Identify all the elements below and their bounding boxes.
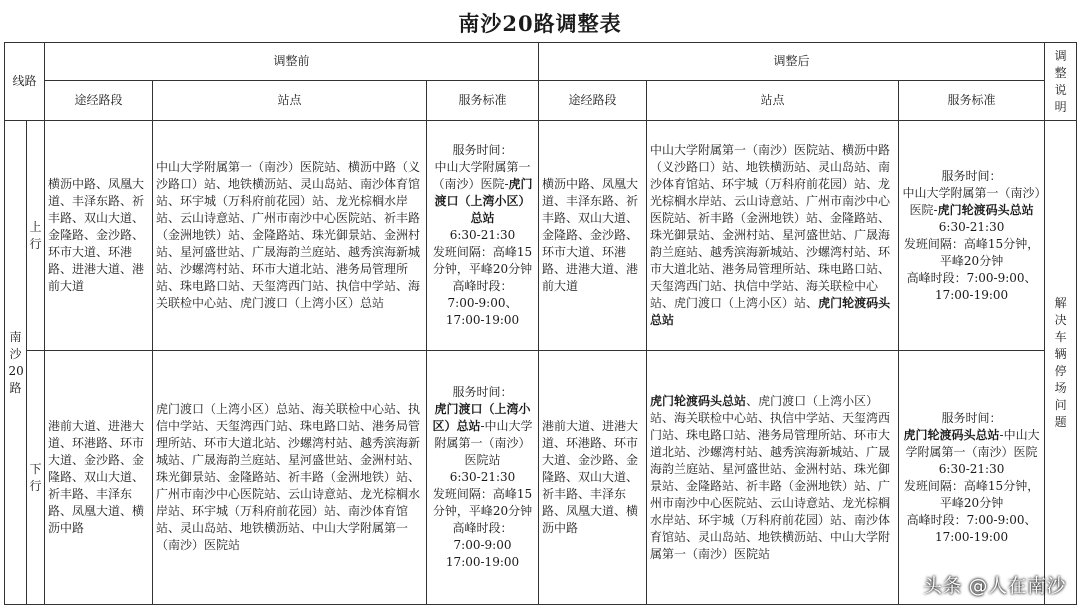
header-before: 调整前 (45, 43, 539, 81)
header-note-text: 调整说明 (1054, 48, 1067, 114)
service-time-label: 服务时间： (452, 385, 513, 399)
service-interval: 发班间隔：高峰15分钟，平峰20分钟 (903, 478, 1040, 510)
down-after-terminal: 虎门轮渡码头总站 (650, 393, 747, 408)
header-after-route: 途经路段 (539, 81, 647, 121)
up-after-service (899, 121, 1045, 351)
peak-pm: 17:00-19:00 (445, 555, 520, 569)
service-route-end: -中山大学附属第一（南沙）医院站 (434, 419, 533, 467)
service-route-terminal: 虎门渡口（上湾小区）总站 (432, 402, 531, 433)
peak-hours: 高峰时段：7:00-9:00、17:00-19:00 (906, 512, 1037, 544)
down-before-stops: 虎门渡口（上湾小区）总站、海关联检中心站、执信中学站、天玺湾西门站、珠电路口站、港务局管理所站、环市大道北站、沙螺湾村站、越秀滨海新城站、广晟海韵兰庭站、星河盛世站、金洲村站、珠光御景站、金隆路站、祈丰路（金洲地铁）站、广州市南沙中心医院站、云山诗意站、龙光棕榈水岸站、环宇城（万科府前花园）站、南沙体育馆站、灵山岛站、地铁横沥站、中山大学附属第一（南沙）医院站 (153, 351, 427, 605)
note-text: 解决车辆停场问题 (1054, 295, 1067, 429)
down-before-route: 港前大道、进港大道、环港路、环市大道、金沙路、金隆路、双山大道、祈丰路、丰泽东路、凤凰大道、横沥中路 (45, 351, 153, 605)
down-before-service (427, 351, 539, 605)
peak-hours: 高峰时段：7:00-9:00、17:00-19:00 (906, 270, 1037, 302)
header-after-stops: 站点 (647, 81, 899, 121)
header-before-route: 途经路段 (45, 81, 153, 121)
service-time-label: 服务时间： (941, 410, 1002, 425)
up-before-stops: 中山大学附属第一（南沙）医院站、横沥中路（义沙路口）站、地铁横沥站、灵山岛站、南沙体育馆站、环宇城（万科府前花园）站、龙光棕榈水岸站、云山诗意站、广州市南沙中心医院站、祈丰路（金洲地铁）站、金隆路站、珠光御景站、金洲村站、星河盛世站、广晟海韵兰庭站、越秀滨海新城站、沙螺湾村站、环市大道北站、港务局管理所站、珠电路口站、天玺湾西门站、执信中学站、海关联检中心站、虎门渡口（上湾小区）总站 (153, 121, 427, 351)
down-after-stops (647, 351, 899, 605)
line-name-cell (5, 121, 27, 605)
peak-label: 高峰时段： (452, 521, 513, 535)
header-before-service: 服务标准 (427, 81, 539, 121)
up-after-stops (647, 121, 899, 351)
service-interval: 发班间隔：高峰15分钟，平峰20分钟 (432, 245, 533, 276)
down-after-route: 港前大道、进港大道、环港路、环市大道、金沙路、金隆路、双山大道、祈丰路、丰泽东路、凤凰大道、横沥中路 (539, 351, 647, 605)
peak-am: 7:00-9:00、 (447, 296, 518, 310)
service-route-terminal: 虎门轮渡码头总站 (903, 427, 1000, 442)
service-time-route (430, 159, 535, 227)
header-before-stops: 站点 (153, 81, 427, 121)
service-hours: 6:30-21:30 (449, 228, 516, 242)
service-route-terminal: 虎门轮渡码头总站 (937, 202, 1034, 217)
header-after: 调整后 (539, 43, 1045, 81)
service-hours: 6:30-21:30 (449, 470, 516, 484)
down-after-stops-list: 、虎门渡口（上湾小区）站、海关联检中心站、执信中学站、天玺湾西门站、珠电路口站、港务局管理所站、环市大道北站、沙螺湾村站、越秀滨海新城站、广晟海韵兰庭站、星河盛世站、金洲村站、珠光御景站、金隆路站、祈丰路（金洲地铁）站、广州市南沙中心医院站、云山诗意站、龙光棕榈水岸站、环宇城（万科府前花园）站、南沙体育馆站、灵山岛站、地铁横沥站、中山大学附属第一（南沙）医院站 (650, 393, 891, 561)
service-time-label: 服务时间： (941, 168, 1002, 183)
service-time-route (902, 427, 1041, 461)
service-route-end: -中山大学附属第一（南沙）医院 (905, 427, 1040, 459)
service-hours: 6:30-21:30 (938, 461, 1005, 476)
direction-up: 上行 (29, 219, 42, 251)
direction-down: 下行 (29, 461, 42, 493)
service-interval: 发班间隔：高峰15分钟，平峰20分钟 (903, 236, 1040, 268)
header-after-service: 服务标准 (899, 81, 1045, 121)
service-time-route (902, 185, 1041, 219)
header-line: 线路 (5, 43, 45, 121)
down-after-service (899, 351, 1045, 605)
up-after-route: 横沥中路、凤凰大道、丰泽东路、祈丰路、双山大道、金隆路、金沙路、环市大道、环港路、进港大道、港前大道 (539, 121, 647, 351)
up-before-service (427, 121, 539, 351)
up-after-stops-list: 中山大学附属第一（南沙）医院站、横沥中路（义沙路口）站、地铁横沥站、灵山岛站、南沙体育馆站、环宇城（万科府前花园）站、龙光棕榈水岸站、云山诗意站、广州市南沙中心医院站、祈丰路（金洲地铁）站、金隆路站、珠光御景站、金洲村站、星河盛世站、广晟海韵兰庭站、越秀滨海新城站、沙螺湾村站、环市大道北站、港务局管理所站、珠电路口站、天玺湾西门站、执信中学站、海关联检中心站、虎门渡口（上湾小区）站、 (650, 143, 891, 310)
note-cell (1045, 121, 1077, 605)
line-name: 南沙20路 (8, 329, 24, 395)
watermark: 头条 @人在南沙 (922, 575, 1066, 597)
service-interval: 发班间隔：高峰15分钟，平峰20分钟 (432, 487, 533, 518)
service-hours: 6:30-21:30 (938, 219, 1005, 234)
direction-up-cell (27, 121, 45, 351)
peak-am: 7:00-9:00 (453, 538, 512, 552)
header-note (1045, 43, 1077, 121)
service-time-label: 服务时间： (452, 143, 513, 157)
service-route-start: 中山大学附属第一（南沙）医院- (902, 185, 1041, 217)
peak-pm: 17:00-19:00 (445, 313, 520, 327)
up-before-route: 横沥中路、凤凰大道、丰泽东路、祈丰路、双山大道、金隆路、金沙路、环市大道、环港路、进港大道、港前大道 (45, 121, 153, 351)
direction-down-cell (27, 351, 45, 605)
service-time-route (430, 401, 535, 469)
up-after-terminal: 虎门轮渡码头总站 (650, 296, 891, 327)
route-adjustment-table (4, 42, 1077, 605)
peak-label: 高峰时段： (452, 279, 513, 293)
service-route-start: 中山大学附属第一（南沙）医院- (432, 160, 531, 191)
page-title: 南沙20路调整表 (458, 11, 622, 36)
service-route-terminal: 虎门渡口（上湾小区）总站 (434, 177, 533, 225)
